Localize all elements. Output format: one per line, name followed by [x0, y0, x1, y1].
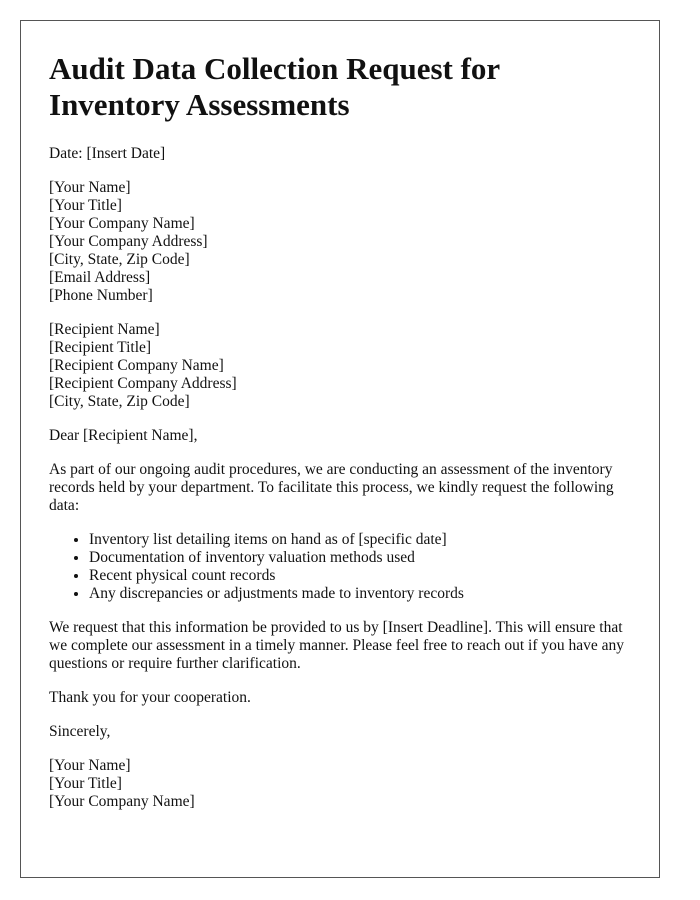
deadline-paragraph: We request that this information be provided to us by [Insert Deadline]. This will ensure that we complete our assessment in a timely manner. Please feel free to reach out if you have any questions or require further clarification. — [49, 619, 625, 672]
sender-block — [49, 179, 631, 305]
signature-name: [Your Name] — [49, 757, 131, 774]
signature-block — [49, 757, 631, 811]
recipient-company: [Recipient Company Name] — [49, 357, 224, 374]
list-item: • Any discrepancies or adjustments made to inventory records — [89, 585, 631, 603]
recipient-name: [Recipient Name] — [49, 321, 160, 338]
recipient-address: [Recipient Company Address] — [49, 375, 237, 392]
signature-company: [Your Company Name] — [49, 793, 195, 810]
recipient-title: [Recipient Title] — [49, 339, 152, 356]
intro-paragraph: As part of our ongoing audit procedures, we are conducting an assessment of the inventory records held by your department. To facilitate this process, we kindly request the following data: — [49, 461, 614, 514]
sender-company: [Your Company Name] — [49, 215, 195, 232]
sender-city-state-zip: [City, State, Zip Code] — [49, 251, 190, 268]
recipient-city-state-zip: [City, State, Zip Code] — [49, 393, 190, 410]
date-line: Date: [Insert Date] — [49, 145, 166, 162]
thanks-line: Thank you for your cooperation. — [49, 689, 251, 706]
sender-phone: [Phone Number] — [49, 287, 153, 304]
letter-title: Audit Data Collection Request for Inventory Assessments — [49, 51, 500, 122]
recipient-block — [49, 321, 631, 411]
salutation: Dear [Recipient Name], — [49, 427, 198, 444]
signature-title: [Your Title] — [49, 775, 122, 792]
list-item: • Recent physical count records — [89, 567, 631, 585]
closing-line: Sincerely, — [49, 723, 111, 740]
sender-email: [Email Address] — [49, 269, 151, 286]
list-item: • Inventory list detailing items on hand as of [specific date] — [89, 531, 631, 549]
sender-name: [Your Name] — [49, 179, 131, 196]
requested-items-list — [49, 531, 631, 603]
list-item: • Documentation of inventory valuation methods used — [89, 549, 631, 567]
sender-title: [Your Title] — [49, 197, 122, 214]
sender-address: [Your Company Address] — [49, 233, 208, 250]
letter-page — [20, 20, 660, 878]
